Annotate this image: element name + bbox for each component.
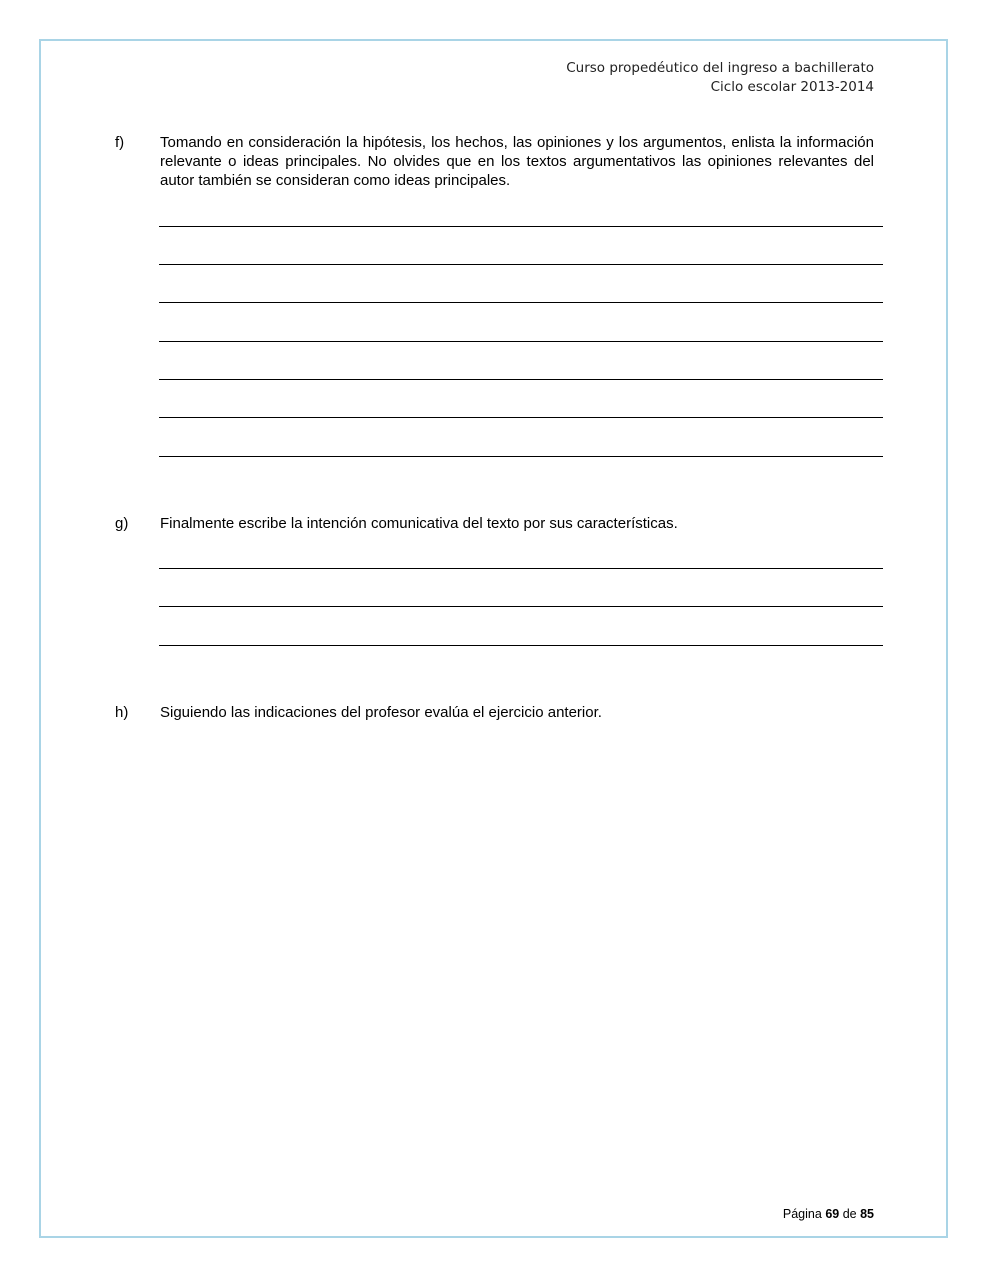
- page-number: 69: [825, 1207, 840, 1221]
- page-footer: [783, 1207, 874, 1221]
- question-letter: g): [115, 515, 129, 532]
- header-course-title: Curso propedéutico del ingreso a bachillerato: [566, 60, 874, 76]
- question-text: Tomando en consideración la hipótesis, los hechos, las opiniones y los argumentos, enlista la información relevante o ideas principales. No olvides que en los textos argumentativos las opiniones relevantes del autor también se consideran como ideas principales.: [160, 134, 874, 189]
- answer-line-f-1[interactable]: [159, 226, 883, 227]
- answer-line-f-3[interactable]: [159, 302, 883, 303]
- document-header: [566, 59, 874, 97]
- page-border: [39, 39, 948, 1238]
- answer-line-f-7[interactable]: [159, 456, 883, 457]
- answer-line-f-2[interactable]: [159, 264, 883, 265]
- answer-line-g-1[interactable]: [159, 568, 883, 569]
- of-label: de: [842, 1207, 857, 1221]
- total-pages: 85: [860, 1207, 874, 1221]
- question-letter: h): [115, 704, 129, 721]
- answer-line-f-5[interactable]: [159, 379, 883, 380]
- answer-line-f-6[interactable]: [159, 417, 883, 418]
- answer-line-f-4[interactable]: [159, 341, 883, 342]
- page-label: Página: [782, 1207, 822, 1221]
- question-text: Siguiendo las indicaciones del profesor evalúa el ejercicio anterior.: [160, 704, 602, 721]
- question-text: Finalmente escribe la intención comunicativa del texto por sus características.: [160, 515, 678, 532]
- answer-line-g-3[interactable]: [159, 645, 883, 646]
- question-letter: f): [115, 134, 125, 151]
- header-school-year: Ciclo escolar 2013-2014: [710, 79, 874, 95]
- answer-line-g-2[interactable]: [159, 606, 883, 607]
